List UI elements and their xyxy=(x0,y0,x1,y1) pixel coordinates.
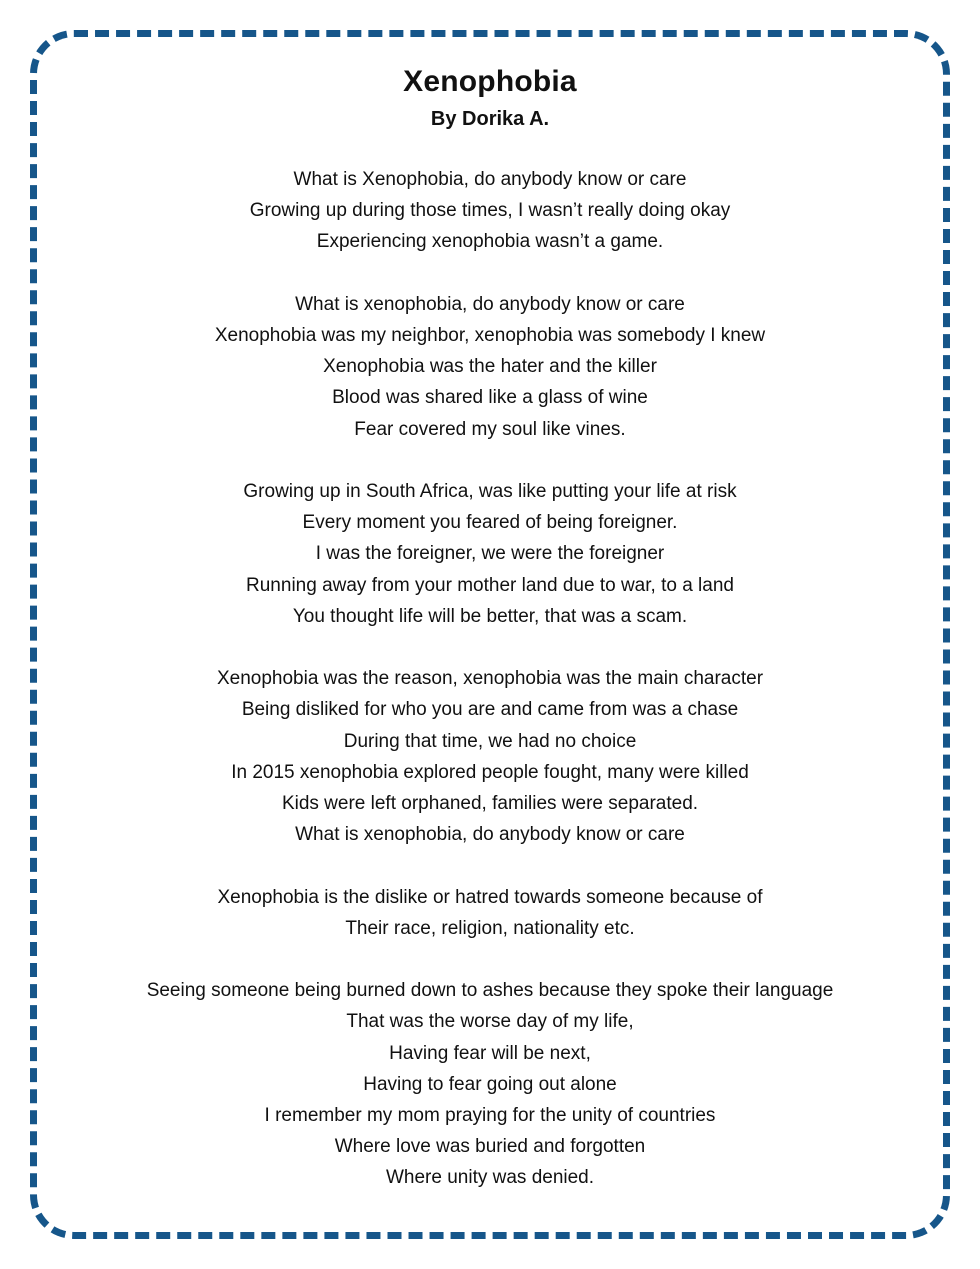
poem-line: Growing up during those times, I wasn’t really doing okay xyxy=(249,200,731,222)
poem-body xyxy=(0,164,980,1225)
poem-line: What is Xenophobia, do anybody know or care xyxy=(293,169,687,190)
poem-line: Kids were left orphaned, families were separated. xyxy=(281,793,699,815)
poem-line: Xenophobia is the dislike or hatred towards someone because of xyxy=(217,886,763,908)
poem-line: Having to fear going out alone xyxy=(363,1073,617,1095)
poem-line: Experiencing xenophobia wasn’t a game. xyxy=(316,231,664,253)
poem-author: By Dorika A. xyxy=(430,108,550,130)
poem-line: Seeing someone being burned down to ashes because they spoke their language xyxy=(146,980,834,1002)
poem-line: Xenophobia was the reason, xenophobia was the main character xyxy=(216,668,764,690)
poem-line: Running away from your mother land due to war, to a land xyxy=(246,574,734,596)
poem-line: You thought life will be better, that was a scam. xyxy=(292,605,688,627)
poem-line: What is xenophobia, do anybody know or care xyxy=(295,293,685,315)
poem-stanza-2 xyxy=(0,289,980,445)
poem-title: Xenophobia xyxy=(403,65,577,98)
poem-line: Every moment you feared of being foreigner. xyxy=(302,512,678,534)
poem-stanza-6 xyxy=(0,975,980,1193)
poem-line: In 2015 xenophobia explored people fought, many were killed xyxy=(231,761,749,783)
poem-stanza-3 xyxy=(0,476,980,632)
poem-stanza-1 xyxy=(0,164,980,258)
poem-line: During that time, we had no choice xyxy=(343,730,637,752)
poem-stanza-4 xyxy=(0,663,980,850)
poem-line: Xenophobia was my neighbor, xenophobia was somebody I knew xyxy=(214,325,766,346)
poem-line: I remember my mom praying for the unity of countries xyxy=(264,1105,716,1127)
poem-line: Being disliked for who you are and came from was a chase xyxy=(241,699,739,721)
poem-line: Xenophobia was the hater and the killer xyxy=(323,356,657,378)
poem-line: I was the foreigner, we were the foreigner xyxy=(315,543,665,565)
poem-line: Having fear will be next, xyxy=(389,1042,591,1064)
poem-line: Their race, religion, nationality etc. xyxy=(345,917,635,939)
poem-line: Growing up in South Africa, was like putting your life at risk xyxy=(243,481,737,502)
poem-line: Fear covered my soul like vines. xyxy=(354,418,626,440)
poem-line: Where unity was denied. xyxy=(385,1167,595,1189)
poem-line: What is xenophobia, do anybody know or care xyxy=(295,824,685,846)
poem-line: Where love was buried and forgotten xyxy=(334,1136,646,1158)
poem-line: That was the worse day of my life, xyxy=(346,1011,634,1033)
poem-stanza-5 xyxy=(0,882,980,944)
poem-line: Blood was shared like a glass of wine xyxy=(332,387,648,409)
